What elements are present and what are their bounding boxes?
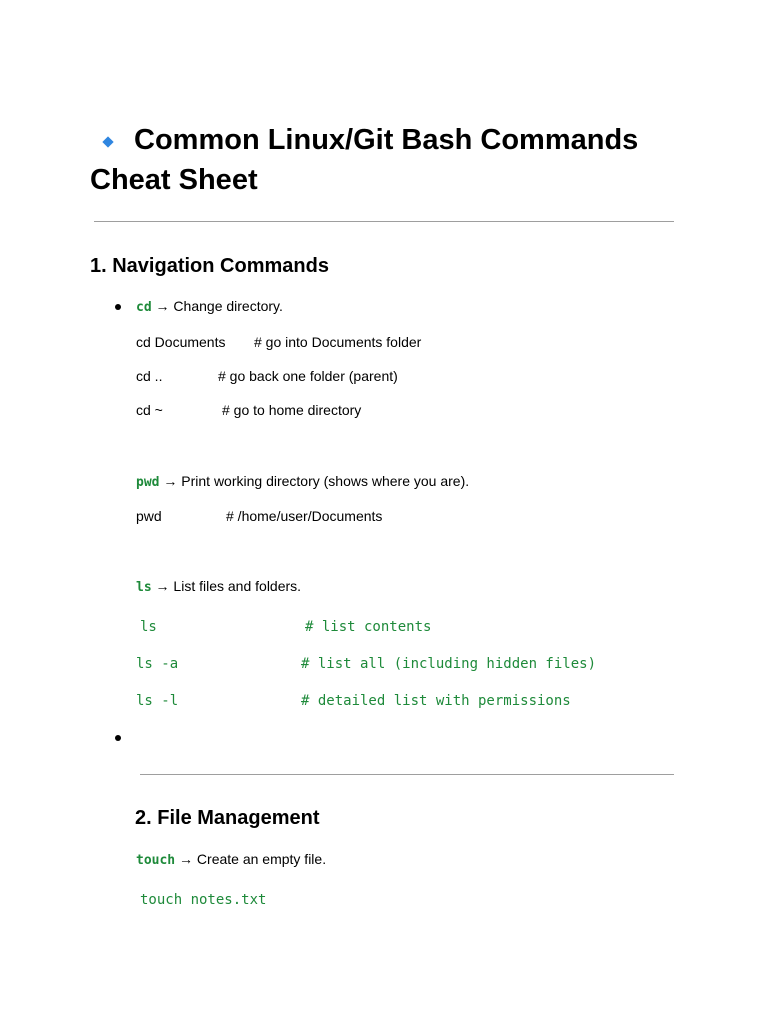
ls-description: ls → List files and folders. [136,578,302,595]
touch-example-code: touch notes.txt [140,892,267,908]
ls-example-comment-3: # detailed list with permissions [301,693,571,709]
ls-example-code-1: ls [140,619,157,635]
ls-example-code-2: ls -a [136,656,179,672]
cd-example-comment-2: # go back one folder (parent) [218,368,398,384]
pwd-example-code: pwd [136,508,162,524]
cd-description: cd → Change directory. [136,298,283,315]
list-bullet [115,304,121,310]
cd-command: cd [136,300,152,315]
ls-command: ls [136,580,152,595]
cd-example-code-3: cd ~ [136,402,163,418]
list-bullet-empty [115,735,121,741]
touch-command: touch [136,853,176,868]
cd-example-comment-1: # go into Documents folder [254,334,422,350]
section-divider [140,774,674,775]
page-title-line1: Common Linux/Git Bash Commands [134,124,639,156]
pwd-example-comment: # /home/user/Documents [226,508,383,524]
small-blue-diamond-icon [102,136,113,147]
cd-example-code-2: cd .. [136,368,163,384]
page-title-line2: Cheat Sheet [90,164,258,196]
pwd-command: pwd [136,475,160,490]
cd-example-comment-3: # go to home directory [222,402,362,418]
section-heading-navigation: 1. Navigation Commands [90,255,329,277]
ls-example-comment-2: # list all (including hidden files) [301,656,597,672]
section-heading-file-management: 2. File Management [135,807,320,829]
pwd-description: pwd → Print working directory (shows where you are). [136,473,470,490]
touch-description: touch → Create an empty file. [136,851,327,868]
title-divider [94,221,674,222]
ls-example-comment-1: # list contents [305,619,432,635]
ls-example-code-3: ls -l [136,693,179,709]
cd-example-code-1: cd Documents [136,334,226,350]
